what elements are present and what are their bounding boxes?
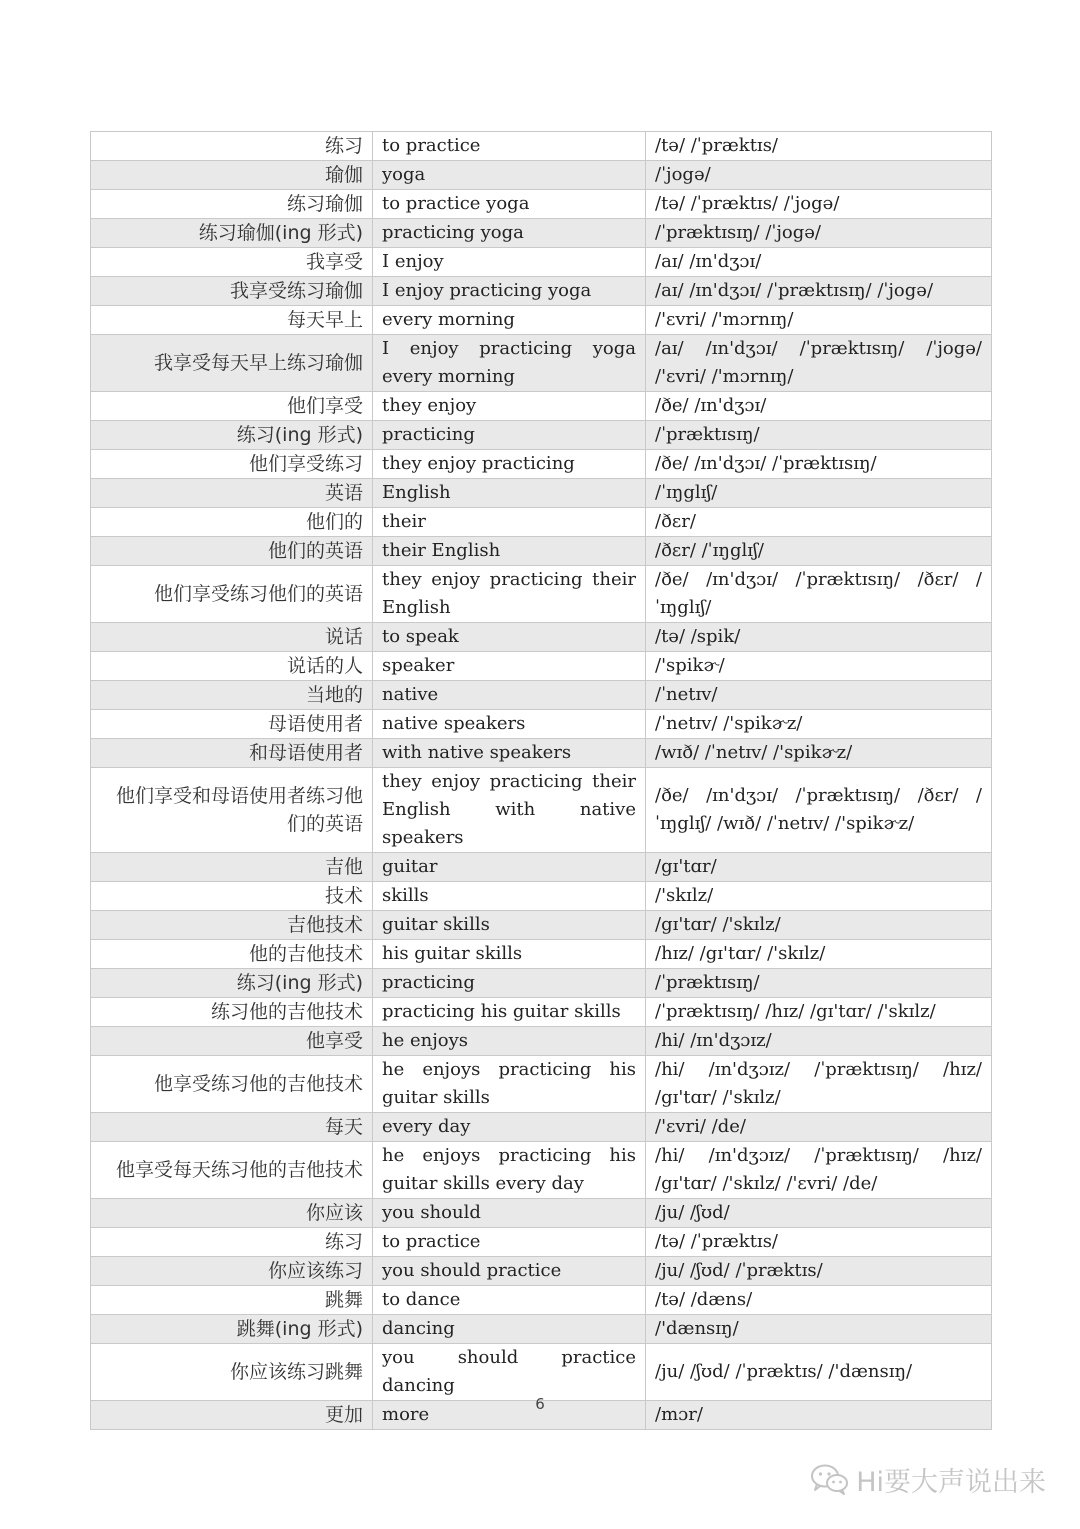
table-row <box>91 940 992 969</box>
chinese-cell: 你应该练习跳舞 <box>91 1344 373 1401</box>
table-row <box>91 1257 992 1286</box>
table-row <box>91 768 992 853</box>
table-row <box>91 161 992 190</box>
chinese-cell: 练习(ing 形式) <box>91 969 373 998</box>
chinese-cell: 我享受练习瑜伽 <box>91 277 373 306</box>
chinese-cell: 跳舞 <box>91 1286 373 1315</box>
table-row <box>91 1286 992 1315</box>
english-cell: their English <box>373 537 646 566</box>
phonetic-cell: /ju/ /ʃʊd/ /ˈpræktɪs/ /'dænsɪŋ/ <box>646 1344 992 1401</box>
english-cell: I enjoy <box>373 248 646 277</box>
phonetic-cell: /tə/ /ˈpræktɪs/ /ˈjogə/ <box>646 190 992 219</box>
chinese-cell: 每天 <box>91 1113 373 1142</box>
phonetic-cell: /tə/ /spik/ <box>646 623 992 652</box>
phonetic-cell: /ðe/ /ɪn'dʒɔɪ/ /ˈpræktɪsɪŋ/ /ðɛr/ /ˈɪŋglɪʃ/ <box>646 566 992 623</box>
vocabulary-table <box>90 131 992 1430</box>
english-cell: to practice <box>373 1228 646 1257</box>
english-cell: he enjoys practicing his guitar skills <box>373 1056 646 1113</box>
chinese-cell: 他们的 <box>91 508 373 537</box>
phonetic-cell: /ju/ /ʃʊd/ <box>646 1199 992 1228</box>
english-cell: they enjoy practicing <box>373 450 646 479</box>
english-cell: with native speakers <box>373 739 646 768</box>
english-cell: they enjoy practicing their English with native speakers <box>373 768 646 853</box>
chinese-cell: 他们的英语 <box>91 537 373 566</box>
phonetic-cell: /ðɛr/ <box>646 508 992 537</box>
chinese-cell: 说话的人 <box>91 652 373 681</box>
english-cell: to practice yoga <box>373 190 646 219</box>
chinese-cell: 练习 <box>91 1228 373 1257</box>
phonetic-cell: /aɪ/ /ɪn'dʒɔɪ/ /ˈpræktɪsɪŋ/ /ˈjogə/ <box>646 277 992 306</box>
chinese-cell: 他享受练习他的吉他技术 <box>91 1056 373 1113</box>
table-row <box>91 1199 992 1228</box>
phonetic-cell: /ðe/ /ɪn'dʒɔɪ/ <box>646 392 992 421</box>
wechat-icon <box>810 1463 850 1497</box>
phonetic-cell: /gɪ'tɑr/ /'skɪlz/ <box>646 911 992 940</box>
table-row <box>91 969 992 998</box>
table-row <box>91 1056 992 1113</box>
phonetic-cell: /ˈɪŋglɪʃ/ <box>646 479 992 508</box>
chinese-cell: 你应该 <box>91 1199 373 1228</box>
table-row <box>91 710 992 739</box>
phonetic-cell: /ju/ /ʃʊd/ /ˈpræktɪs/ <box>646 1257 992 1286</box>
english-cell: yoga <box>373 161 646 190</box>
chinese-cell: 当地的 <box>91 681 373 710</box>
chinese-cell: 每天早上 <box>91 306 373 335</box>
english-cell: they enjoy practicing their English <box>373 566 646 623</box>
chinese-cell: 他的吉他技术 <box>91 940 373 969</box>
table-row <box>91 652 992 681</box>
chinese-cell: 我享受每天早上练习瑜伽 <box>91 335 373 392</box>
chinese-cell: 练习瑜伽 <box>91 190 373 219</box>
chinese-cell: 吉他技术 <box>91 911 373 940</box>
phonetic-cell: /ˈnetɪv/ <box>646 681 992 710</box>
chinese-cell: 我享受 <box>91 248 373 277</box>
phonetic-cell: /hɪz/ /gɪ'tɑr/ /'skɪlz/ <box>646 940 992 969</box>
english-cell: he enjoys practicing his guitar skills every day <box>373 1142 646 1199</box>
english-cell: you should <box>373 1199 646 1228</box>
table-row <box>91 1344 992 1401</box>
table-row <box>91 450 992 479</box>
phonetic-cell: /tə/ /ˈpræktɪs/ <box>646 1228 992 1257</box>
table-row <box>91 681 992 710</box>
watermark <box>810 1460 1046 1499</box>
vocabulary-table-body <box>91 132 992 1430</box>
table-row <box>91 1113 992 1142</box>
chinese-cell: 练习他的吉他技术 <box>91 998 373 1027</box>
chinese-cell: 跳舞(ing 形式) <box>91 1315 373 1344</box>
phonetic-cell: /tə/ /ˈpræktɪs/ <box>646 132 992 161</box>
chinese-cell: 你应该练习 <box>91 1257 373 1286</box>
english-cell: every morning <box>373 306 646 335</box>
table-row <box>91 1315 992 1344</box>
phonetic-cell: /'dænsɪŋ/ <box>646 1315 992 1344</box>
english-cell: guitar skills <box>373 911 646 940</box>
english-cell: I enjoy practicing yoga <box>373 277 646 306</box>
phonetic-cell: /hi/ /ɪn'dʒɔɪz/ /ˈpræktɪsɪŋ/ /hɪz/ /gɪ'tɑr/ /'skɪlz/ <box>646 1056 992 1113</box>
phonetic-cell: /aɪ/ /ɪn'dʒɔɪ/ /ˈpræktɪsɪŋ/ /ˈjogə/ /'ɛvri/ /'mɔrnɪŋ/ <box>646 335 992 392</box>
phonetic-cell: /'ɛvri/ /'mɔrnɪŋ/ <box>646 306 992 335</box>
table-row <box>91 306 992 335</box>
phonetic-cell: /hi/ /ɪn'dʒɔɪz/ /ˈpræktɪsɪŋ/ /hɪz/ /gɪ'tɑr/ /'skɪlz/ /'ɛvri/ /de/ <box>646 1142 992 1199</box>
phonetic-cell: /tə/ /dæns/ <box>646 1286 992 1315</box>
table-row <box>91 623 992 652</box>
chinese-cell: 和母语使用者 <box>91 739 373 768</box>
phonetic-cell: /ðe/ /ɪn'dʒɔɪ/ /ˈpræktɪsɪŋ/ /ðɛr/ /ˈɪŋglɪʃ/ /wɪð/ /ˈnetɪv/ /'spikɚz/ <box>646 768 992 853</box>
table-row <box>91 421 992 450</box>
phonetic-cell: /ˈjogə/ <box>646 161 992 190</box>
phonetic-cell: /ˈpræktɪsɪŋ/ /hɪz/ /gɪ'tɑr/ /'skɪlz/ <box>646 998 992 1027</box>
table-row <box>91 190 992 219</box>
table-row <box>91 911 992 940</box>
chinese-cell: 练习 <box>91 132 373 161</box>
english-cell: guitar <box>373 853 646 882</box>
table-row <box>91 998 992 1027</box>
english-cell: their <box>373 508 646 537</box>
english-cell: his guitar skills <box>373 940 646 969</box>
table-row <box>91 537 992 566</box>
phonetic-cell: /'spikɚ/ <box>646 652 992 681</box>
table-row <box>91 479 992 508</box>
phonetic-cell: /mɔr/ <box>646 1401 992 1430</box>
phonetic-cell: /ðe/ /ɪn'dʒɔɪ/ /ˈpræktɪsɪŋ/ <box>646 450 992 479</box>
phonetic-cell: /ˈnetɪv/ /'spikɚz/ <box>646 710 992 739</box>
chinese-cell: 他们享受 <box>91 392 373 421</box>
phonetic-cell: /'skɪlz/ <box>646 882 992 911</box>
english-cell: to practice <box>373 132 646 161</box>
chinese-cell: 练习瑜伽(ing 形式) <box>91 219 373 248</box>
chinese-cell: 他们享受练习 <box>91 450 373 479</box>
english-cell: native speakers <box>373 710 646 739</box>
chinese-cell: 他享受每天练习他的吉他技术 <box>91 1142 373 1199</box>
table-row <box>91 508 992 537</box>
phonetic-cell: /ˈpræktɪsɪŋ/ <box>646 969 992 998</box>
english-cell: he enjoys <box>373 1027 646 1056</box>
english-cell: practicing yoga <box>373 219 646 248</box>
phonetic-cell: /ðɛr/ /ˈɪŋglɪʃ/ <box>646 537 992 566</box>
chinese-cell: 技术 <box>91 882 373 911</box>
chinese-cell: 更加 <box>91 1401 373 1430</box>
page-number: 6 <box>535 1395 545 1413</box>
phonetic-cell: /'ɛvri/ /de/ <box>646 1113 992 1142</box>
english-cell: you should practice dancing <box>373 1344 646 1401</box>
watermark-text: Hi要大声说出来 <box>856 1467 1046 1498</box>
chinese-cell: 他们享受练习他们的英语 <box>91 566 373 623</box>
table-row <box>91 566 992 623</box>
table-row <box>91 1142 992 1199</box>
chinese-cell: 他享受 <box>91 1027 373 1056</box>
table-row <box>91 219 992 248</box>
phonetic-cell: /wɪð/ /ˈnetɪv/ /'spikɚz/ <box>646 739 992 768</box>
phonetic-cell: /aɪ/ /ɪn'dʒɔɪ/ <box>646 248 992 277</box>
chinese-cell: 练习(ing 形式) <box>91 421 373 450</box>
english-cell: practicing his guitar skills <box>373 998 646 1027</box>
table-row <box>91 392 992 421</box>
table-row <box>91 277 992 306</box>
english-cell: to dance <box>373 1286 646 1315</box>
english-cell: practicing <box>373 969 646 998</box>
chinese-cell: 英语 <box>91 479 373 508</box>
english-cell: they enjoy <box>373 392 646 421</box>
english-cell: skills <box>373 882 646 911</box>
table-row <box>91 132 992 161</box>
table-row <box>91 1228 992 1257</box>
phonetic-cell: /ˈpræktɪsɪŋ/ /ˈjogə/ <box>646 219 992 248</box>
english-cell: dancing <box>373 1315 646 1344</box>
table-row <box>91 335 992 392</box>
english-cell: speaker <box>373 652 646 681</box>
english-cell: to speak <box>373 623 646 652</box>
english-cell: more <box>373 1401 646 1430</box>
english-cell: you should practice <box>373 1257 646 1286</box>
english-cell: native <box>373 681 646 710</box>
chinese-cell: 母语使用者 <box>91 710 373 739</box>
english-cell: English <box>373 479 646 508</box>
phonetic-cell: /hi/ /ɪn'dʒɔɪz/ <box>646 1027 992 1056</box>
phonetic-cell: /gɪ'tɑr/ <box>646 853 992 882</box>
table-row <box>91 248 992 277</box>
english-cell: I enjoy practicing yoga every morning <box>373 335 646 392</box>
english-cell: practicing <box>373 421 646 450</box>
phonetic-cell: /ˈpræktɪsɪŋ/ <box>646 421 992 450</box>
table-row <box>91 882 992 911</box>
english-cell: every day <box>373 1113 646 1142</box>
chinese-cell: 他们享受和母语使用者练习他们的英语 <box>91 768 373 853</box>
chinese-cell: 吉他 <box>91 853 373 882</box>
chinese-cell: 瑜伽 <box>91 161 373 190</box>
table-row <box>91 853 992 882</box>
table-row <box>91 1027 992 1056</box>
chinese-cell: 说话 <box>91 623 373 652</box>
table-row <box>91 739 992 768</box>
